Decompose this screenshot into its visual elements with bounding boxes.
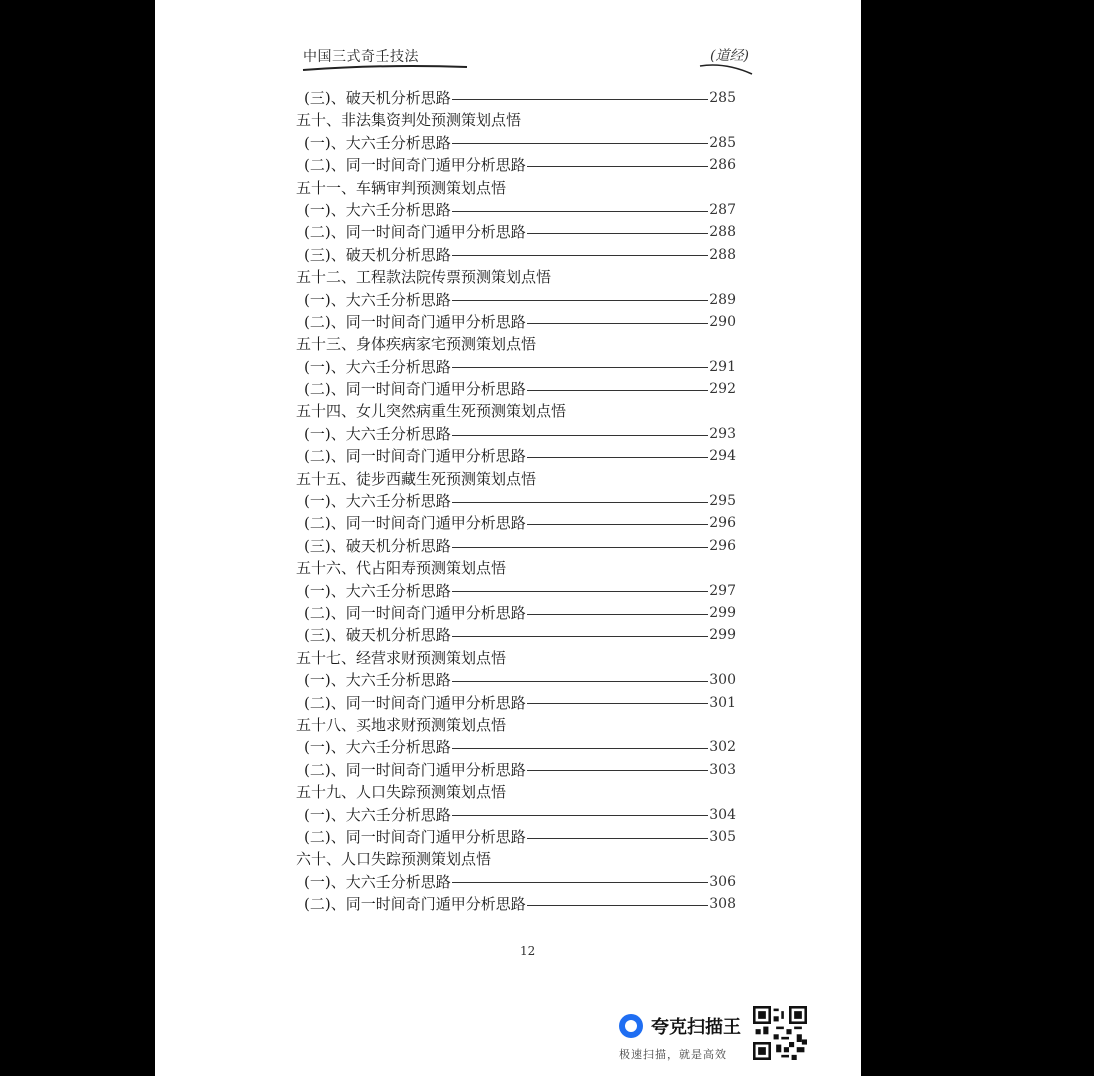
toc-entry-label: (二)、同一时间奇门遁甲分析思路 [304, 693, 526, 712]
toc-leader-line [527, 323, 709, 324]
toc-entry [296, 736, 736, 758]
toc-entry [296, 490, 736, 512]
toc-leader-line [452, 815, 709, 816]
watermark-title: 夸克扫描王 [651, 1017, 741, 1038]
toc-entry [296, 132, 736, 154]
toc-leader-line [452, 300, 709, 301]
toc-entry [296, 244, 736, 266]
toc-leader-line [452, 99, 709, 100]
toc-leader-line [452, 636, 709, 637]
toc-leader-line [452, 882, 709, 883]
toc-page-number: 290 [709, 313, 736, 330]
toc-entry-label: (三)、破天机分析思路 [304, 626, 451, 645]
toc-page-number: 287 [709, 201, 736, 218]
toc-entry-label: (二)、同一时间奇门遁甲分析思路 [304, 223, 526, 242]
toc-entry [296, 759, 736, 781]
toc-entry [296, 378, 736, 400]
toc-entry-label: (二)、同一时间奇门遁甲分析思路 [304, 447, 526, 466]
toc-leader-line [452, 211, 709, 212]
toc-chapter-heading: 五十、非法集资判处预测策划点悟 [296, 111, 522, 130]
toc-leader-line [527, 614, 709, 615]
toc-leader-line [452, 367, 709, 368]
toc-leader-line [527, 770, 709, 771]
toc-entry-label: (二)、同一时间奇门遁甲分析思路 [304, 895, 526, 914]
toc-entry-label: (二)、同一时间奇门遁甲分析思路 [304, 603, 526, 622]
toc-page-number: 308 [709, 896, 736, 913]
toc-entry-label: (二)、同一时间奇门遁甲分析思路 [304, 760, 526, 779]
toc-page-number: 293 [709, 425, 736, 442]
toc-page-number: 291 [709, 358, 736, 375]
document-page [155, 0, 861, 1076]
toc-entry-label: (一)、大六壬分析思路 [304, 581, 451, 600]
toc-page-number: 285 [709, 90, 736, 106]
toc-leader-line [452, 502, 709, 503]
toc-entry [296, 512, 736, 534]
toc-entry-label: (三)、破天机分析思路 [304, 89, 451, 107]
running-header-right: (道经) [710, 48, 749, 64]
toc-entry [296, 87, 736, 109]
toc-entry-label: (二)、同一时间奇门遁甲分析思路 [304, 380, 526, 399]
toc-entry [296, 804, 736, 826]
toc-leader-line [452, 681, 709, 682]
toc-leader-line [452, 591, 709, 592]
toc-page-number: 303 [709, 761, 736, 778]
toc-page-number: 286 [709, 157, 736, 174]
toc-page-number: 296 [709, 515, 736, 532]
toc-entry-label: (三)、破天机分析思路 [304, 536, 451, 555]
quark-logo-icon [619, 1014, 643, 1038]
toc-page-number: 306 [709, 873, 736, 890]
toc-page-number: 296 [709, 537, 736, 554]
toc-leader-line [527, 905, 709, 906]
toc-chapter-heading: 五十三、身体疾病家宅预测策划点悟 [296, 335, 537, 354]
toc-entry-label: (一)、大六壬分析思路 [304, 290, 451, 309]
toc-leader-line [452, 143, 709, 144]
toc-page-number: 299 [709, 604, 736, 621]
toc-entry [296, 624, 736, 646]
toc-chapter-heading: 五十六、代占阳寿预测策划点悟 [296, 559, 507, 578]
toc-page-number: 297 [709, 582, 736, 599]
header-underline [155, 0, 861, 90]
watermark-subtitle: 极速扫描，就是高效 [619, 1048, 727, 1061]
toc-entry [296, 580, 736, 602]
toc-entry [296, 893, 736, 915]
toc-entry-label: (一)、大六壬分析思路 [304, 805, 451, 824]
toc-entry-label: (二)、同一时间奇门遁甲分析思路 [304, 514, 526, 533]
toc-entry-label: (二)、同一时间奇门遁甲分析思路 [304, 827, 526, 846]
toc-entry [296, 535, 736, 557]
toc-page-number: 294 [709, 448, 736, 465]
toc-entry [296, 154, 736, 176]
toc-entry [296, 871, 736, 893]
running-header-title: 中国三式奇壬技法 [303, 49, 419, 65]
toc-entry [296, 826, 736, 848]
toc-entry [296, 602, 736, 624]
toc-entry-label: (一)、大六壬分析思路 [304, 738, 451, 757]
toc-chapter-heading: 五十七、经营求财预测策划点悟 [296, 648, 507, 667]
toc-page-number: 304 [709, 806, 736, 823]
toc-entry [296, 445, 736, 467]
toc-entry-label: (一)、大六壬分析思路 [304, 424, 451, 443]
scanner-watermark [619, 1006, 809, 1066]
toc-entry [296, 423, 736, 445]
toc-page-number: 302 [709, 739, 736, 756]
toc-page-number: 301 [709, 694, 736, 711]
toc-entry [296, 289, 736, 311]
toc-entry-label: (三)、破天机分析思路 [304, 245, 451, 264]
toc-entry-label: (二)、同一时间奇门遁甲分析思路 [304, 312, 526, 331]
toc-chapter-heading: 五十二、工程款法院传票预测策划点悟 [296, 268, 552, 287]
toc-chapter-heading: 五十九、人口失踪预测策划点悟 [296, 783, 507, 802]
toc-page-number: 292 [709, 381, 736, 398]
toc-leader-line [527, 233, 709, 234]
toc-entry-label: (一)、大六壬分析思路 [304, 200, 451, 219]
toc-page-number: 289 [709, 291, 736, 308]
toc-leader-line [452, 748, 709, 749]
toc-entry [296, 221, 736, 243]
toc-entry [296, 356, 736, 378]
toc-entry [296, 199, 736, 221]
qr-code-icon [753, 1006, 807, 1060]
toc-entry-label: (一)、大六壬分析思路 [304, 357, 451, 376]
toc-chapter-heading: 五十八、买地求财预测策划点悟 [296, 715, 507, 734]
toc-entry [296, 669, 736, 691]
toc-page-number: 299 [709, 627, 736, 644]
toc-page-number: 295 [709, 493, 736, 510]
toc-page-number: 288 [709, 246, 736, 263]
toc-page-number: 305 [709, 828, 736, 845]
toc-leader-line [527, 166, 709, 167]
toc-leader-line [527, 524, 709, 525]
table-of-contents [296, 87, 736, 915]
toc-leader-line [527, 838, 709, 839]
toc-entry [296, 311, 736, 333]
toc-chapter-heading: 六十、人口失踪预测策划点悟 [296, 850, 492, 869]
toc-leader-line [527, 703, 709, 704]
toc-chapter-heading: 五十四、女儿突然病重生死预测策划点悟 [296, 402, 567, 421]
toc-entry-label: (二)、同一时间奇门遁甲分析思路 [304, 156, 526, 175]
toc-page-number: 285 [709, 134, 736, 151]
toc-entry-label: (一)、大六壬分析思路 [304, 492, 451, 511]
toc-leader-line [452, 435, 709, 436]
toc-leader-line [527, 457, 709, 458]
toc-leader-line [452, 255, 709, 256]
toc-entry-label: (一)、大六壬分析思路 [304, 872, 451, 891]
toc-entry-label: (一)、大六壬分析思路 [304, 133, 451, 152]
toc-chapter-heading: 五十一、车辆审判预测策划点悟 [296, 178, 507, 197]
toc-page-number: 300 [709, 672, 736, 689]
page-number: 12 [520, 944, 536, 958]
toc-leader-line [527, 390, 709, 391]
toc-entry [296, 692, 736, 714]
toc-page-number: 288 [709, 224, 736, 241]
toc-chapter-heading: 五十五、徒步西藏生死预测策划点悟 [296, 469, 537, 488]
toc-entry-label: (一)、大六壬分析思路 [304, 671, 451, 690]
toc-leader-line [452, 547, 709, 548]
